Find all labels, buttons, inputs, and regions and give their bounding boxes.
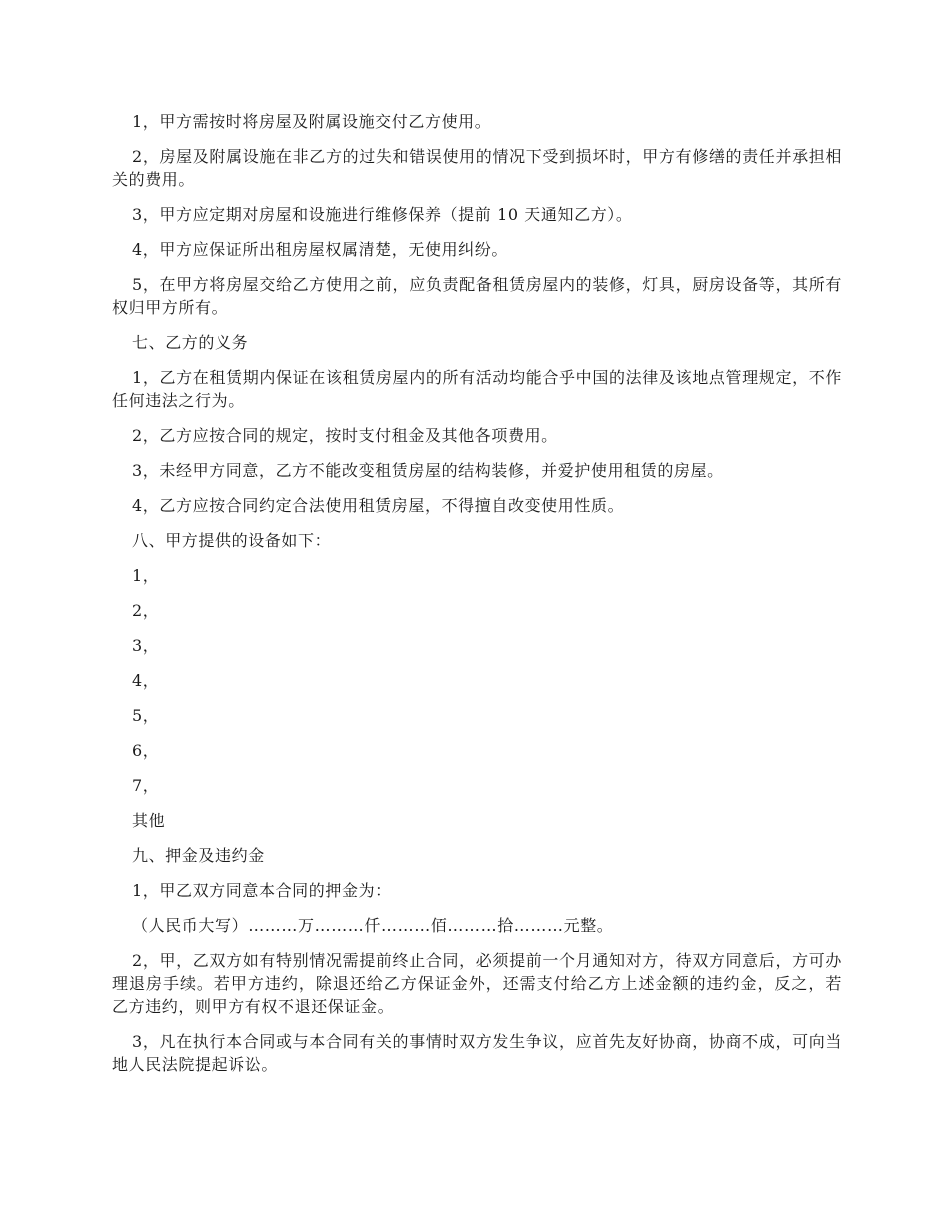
clause-c-2: 2，甲，乙双方如有特别情况需提前终止合同，必须提前一个月通知对方，待双方同意后，方可办理退房手续。若甲方违约，除退还给乙方保证金外，还需支付给乙方上述金额的违约金，反之，若乙方违约，则甲方有权不退还保证金。 [112, 951, 842, 1016]
section-heading-9: 九、押金及违约金 [132, 846, 265, 865]
clause-a-3: 3，甲方应定期对房屋和设施进行维修保养（提前 10 天通知乙方）。 [132, 205, 633, 224]
equipment-item-2: 2， [132, 601, 160, 620]
equipment-item-6: 6， [132, 741, 160, 760]
equipment-item-4: 4， [132, 671, 160, 690]
clause-c-1: 1，甲乙双方同意本合同的押金为： [132, 881, 392, 900]
equipment-item-other: 其他 [132, 811, 166, 830]
equipment-item-7: 7， [132, 776, 160, 795]
clause-a-4: 4，甲方应保证所出租房屋权属清楚，无使用纠纷。 [132, 240, 508, 259]
section-heading-7: 七、乙方的义务 [132, 333, 249, 352]
clause-a-2: 2，房屋及附属设施在非乙方的过失和错误使用的情况下受到损坏时，甲方有修缮的责任并承担相关的费用。 [112, 147, 842, 189]
clause-b-2: 2，乙方应按合同的规定，按时支付租金及其他各项费用。 [132, 426, 558, 445]
document-page [112, 110, 842, 1088]
clause-a-5: 5，在甲方将房屋交给乙方使用之前，应负责配备租赁房屋内的装修，灯具，厨房设备等，其所有权归甲方所有。 [112, 275, 842, 317]
equipment-item-1: 1， [132, 566, 160, 585]
clause-b-1: 1，乙方在租赁期内保证在该租赁房屋内的所有活动均能合乎中国的法律及该地点管理规定，不作任何违法之行为。 [112, 368, 842, 410]
clause-a-1: 1，甲方需按时将房屋及附属设施交付乙方使用。 [132, 112, 492, 131]
equipment-item-5: 5， [132, 706, 160, 725]
clause-b-3: 3，未经甲方同意，乙方不能改变租赁房屋的结构装修，并爱护使用租赁的房屋。 [132, 461, 724, 480]
clause-b-4: 4，乙方应按合同约定合法使用租赁房屋，不得擅自改变使用性质。 [132, 496, 625, 515]
clause-c-3: 3，凡在执行本合同或与本合同有关的事情时双方发生争议，应首先友好协商，协商不成，可向当地人民法院提起诉讼。 [112, 1032, 842, 1074]
deposit-amount-line: （人民币大写）………万………仟………佰………拾………元整。 [132, 916, 614, 935]
section-heading-8: 八、甲方提供的设备如下： [132, 531, 332, 550]
equipment-item-3: 3， [132, 636, 160, 655]
